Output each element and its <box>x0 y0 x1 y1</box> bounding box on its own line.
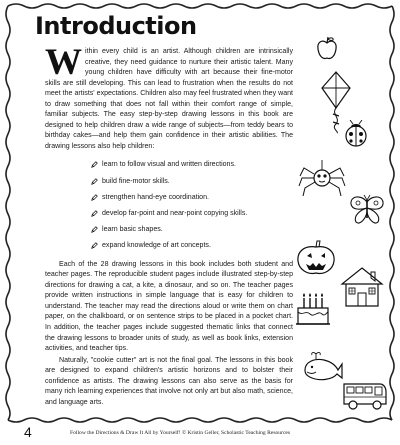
footer-credit: Follow the Directions & Draw It All by Yourself! © Kristin Geller, Scholastic Teaching Resources <box>70 430 291 436</box>
list-item <box>91 222 293 238</box>
spider-drawing <box>298 160 346 200</box>
pumpkin-drawing <box>296 240 336 276</box>
body-paragraph: Naturally, "cookie cutter" art is not the final goal. The lessons in this book are designed to expand children's artistic horizons and to bolster their confidence as artists. The drawing lessons can also serve as the basis for many rich learning experiences that involve not only art but also math, science, and language arts. <box>45 356 293 406</box>
house-drawing <box>340 266 384 308</box>
list-item-text: learn to follow visual and written directions. <box>102 161 236 169</box>
ladybug-drawing <box>342 120 370 148</box>
cake-drawing <box>294 290 332 326</box>
pencil-icon <box>91 161 98 168</box>
page-title: Introduction <box>35 12 197 40</box>
list-item <box>91 206 293 222</box>
list-item <box>91 190 293 206</box>
page-footer <box>0 424 400 444</box>
pencil-icon <box>91 178 98 185</box>
page-number: 4 <box>24 424 32 440</box>
pencil-icon <box>91 242 98 249</box>
pencil-icon <box>91 194 98 201</box>
apple-drawing <box>316 36 338 62</box>
list-item-text: develop far-point and near-point copying skills. <box>102 210 248 218</box>
list-item <box>91 174 293 190</box>
list-item-text: learn basic shapes. <box>102 226 163 234</box>
list-item-text: strengthen hand-eye coordination. <box>102 193 209 201</box>
butterfly-drawing <box>348 194 386 226</box>
bus-drawing <box>342 378 388 410</box>
list-item <box>91 157 293 173</box>
list-item <box>91 238 293 254</box>
body-paragraph: Each of the 28 drawing lessons in this book includes both student and teacher pages. The reproducible student pages include illustrated step-by-step directions for drawing a cat, a kite, a dinosaur, and so on. The teacher pages provide written instructions in simple language that is easy for children to understand. The teacher may read the directions aloud or write them on chart paper, on the chalkboard, or on sentence strips to be placed in a pocket chart. In addition, the teacher pages include suggested thematic links that connect the drawing lessons to broader units of study, as well as book links, extension activities, and teacher tips. <box>45 260 293 353</box>
body-text-column <box>45 42 293 408</box>
intro-paragraph: ithin every child is an artist. Although children are intrinsically creative, they need guidance to nurture their artistic talent. Many young children have difficulty with art because their fine-motor skills are still developing. This can lead to frustration when the results do not meet the artists' expectations. Children also may feel frustrated when they want to draw something that does not fall within their comfort range of simple, familiar subjects. The easy step-by-step drawing lessons in this book are designed to help children draw a wide range of subjects—from teddy bears to birthday cakes—and help them gain confidence in their artistic abilities. The drawing lessons also help children: <box>45 48 293 150</box>
skills-list <box>91 157 293 254</box>
pencil-icon <box>91 226 98 233</box>
list-item-text: expand knowledge of art concepts. <box>102 242 211 250</box>
whale-drawing <box>302 350 344 382</box>
pencil-icon <box>91 210 98 217</box>
drop-cap: W <box>45 42 82 83</box>
list-item-text: build fine-motor skills. <box>102 177 170 185</box>
